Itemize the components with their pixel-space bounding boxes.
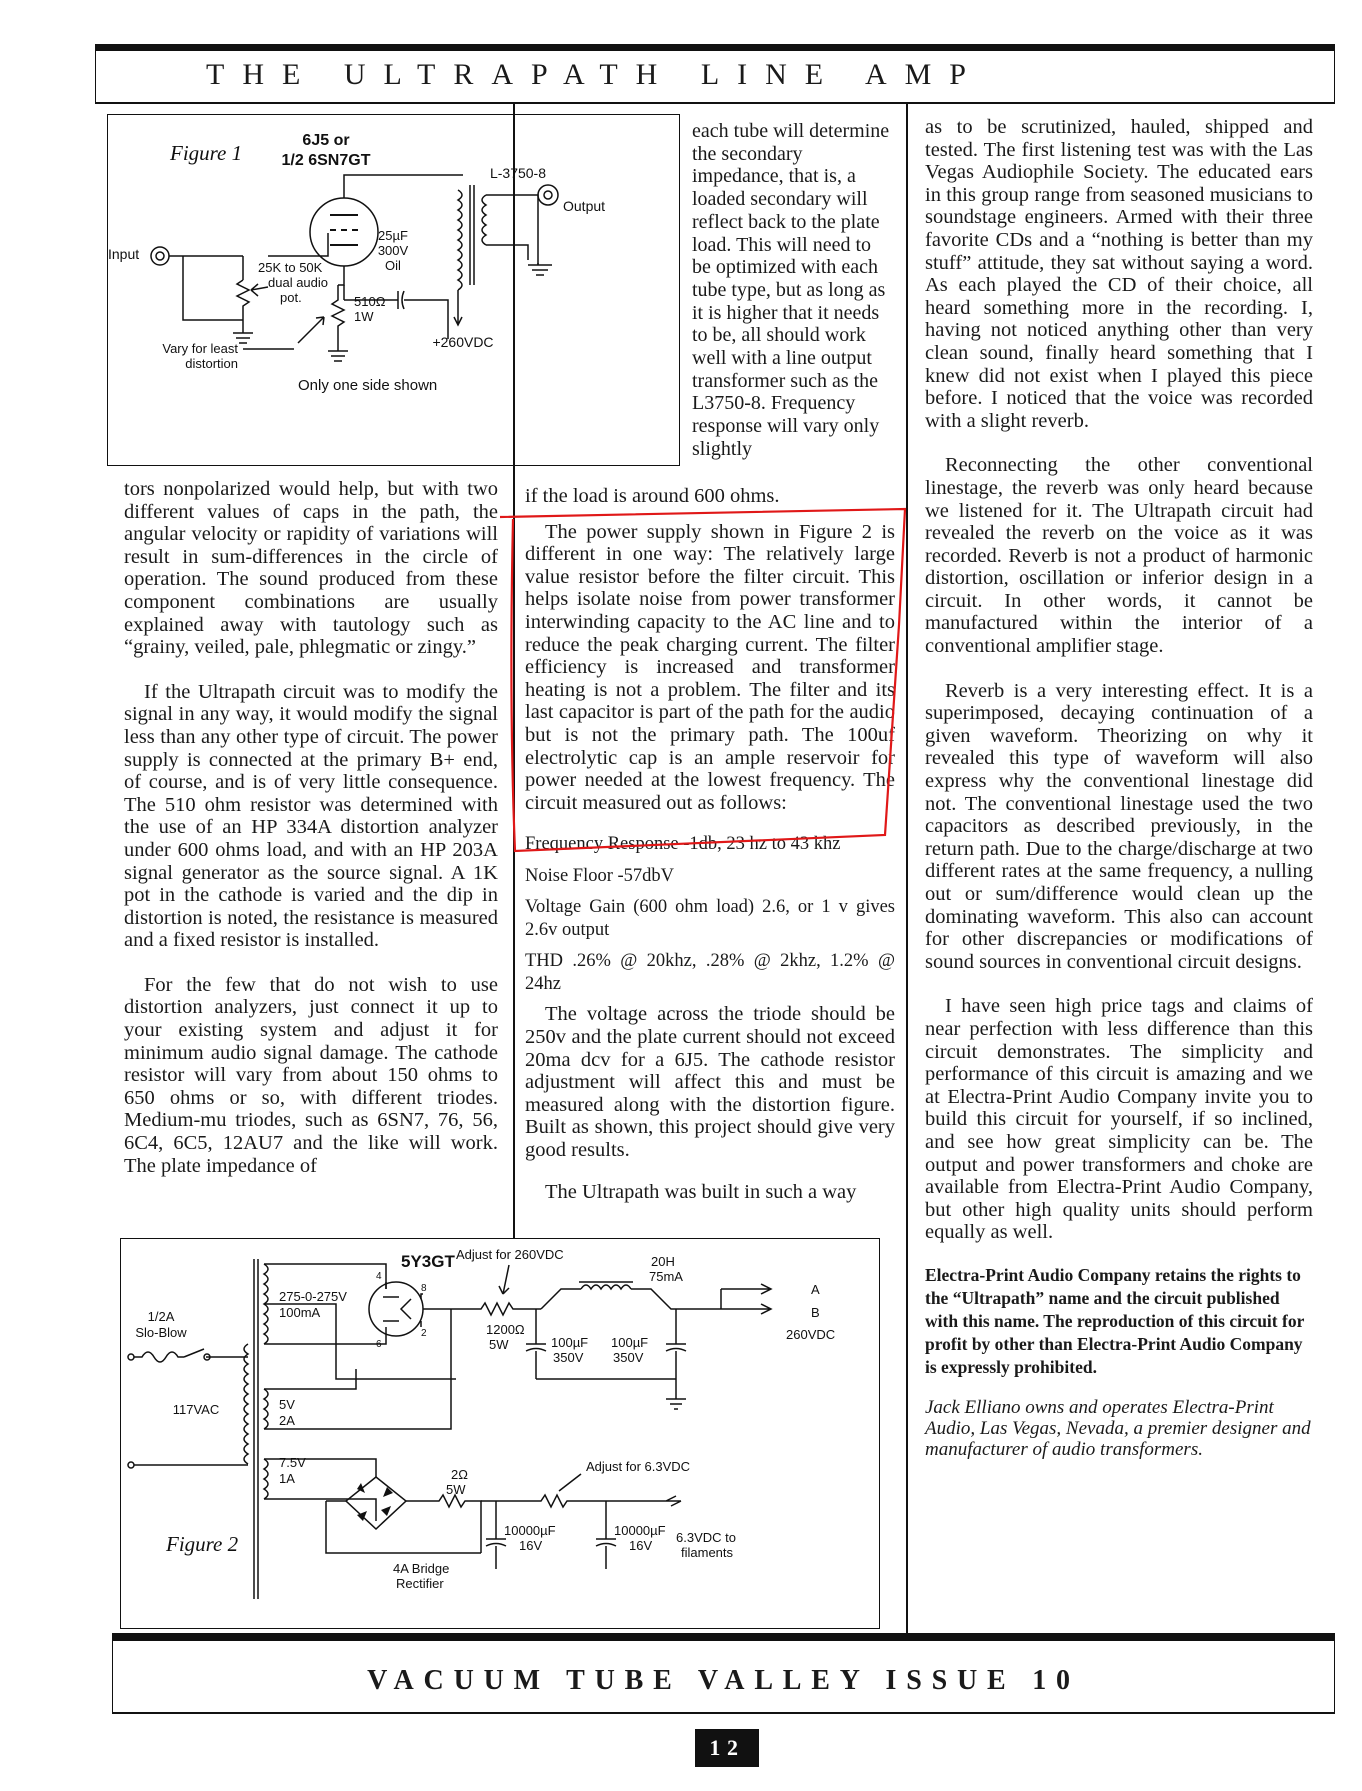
choke-label-1: 20H	[651, 1254, 675, 1269]
cap-b-label-2: 350V	[613, 1350, 644, 1365]
figure-1-label: Figure 1	[170, 141, 243, 165]
filament-label-1: 6.3VDC to	[676, 1530, 736, 1545]
bigcap-2-label-1: 10000µF	[614, 1523, 666, 1538]
bigcap-1-icon	[486, 1501, 506, 1569]
cap-b-label-1: 100µF	[611, 1335, 649, 1350]
measure-frequency-response: Frequency Response -1db, 23 hz to 43 khz	[525, 834, 841, 855]
power-transformer-primary-icon	[244, 1344, 248, 1464]
col1-paragraph-2: If the Ultrapath circuit was to modify the signal in any way, it would modify the signal less than any other type of circuit. The power supply is connected at the primary B+ end, of course, and is of very little consequence. The 510 ohm resistor was determined with the use of an HP 334A distortion analyzer under 600 ohms load, and with an HP 203A signal generator as the source signal. A 1K pot in the cathode is varied and the dip in distortion is noted, the resistance is measured and a fixed resistor is installed.	[124, 680, 498, 952]
figure-1-note: Only one side shown	[298, 377, 438, 394]
header-rule	[95, 44, 1335, 51]
red-markup-annotation	[497, 505, 907, 855]
bigcap-1-label-2: 16V	[519, 1538, 543, 1553]
resistor-2ohm-icon	[406, 1495, 481, 1553]
bigcap-2-label-2: 16V	[629, 1538, 653, 1553]
vary-label-2: distortion	[185, 356, 238, 371]
pot-label-2: dual audio	[268, 275, 328, 290]
transformer-label: L-3750-8	[489, 165, 547, 181]
col3-paragraph-3: Reverb is a very interesting effect. It is a superimposed, decaying continuation of a given waveform. Theorizing on why it revealed this type of waveform will also express why the conventional linestage did not. The conventional linestage used the two capacitors as described previously, in the return path. Due to the charge/discharge at two different rates at the same frequency, a nulling out or sum/difference would clean up the dominating waveform. This also can account for other discrepancies or modifications of sound sources in conventional circuit designs.	[925, 679, 1313, 973]
coupling-cap-icon	[398, 291, 404, 309]
rectifier-tube-label: 5Y3GT	[401, 1252, 455, 1271]
res-label-1: 510Ω	[354, 294, 386, 309]
col2-narrow-text: each tube will determine the secondary impedance, that is, a loaded secondary will reflect back to the plate load. This will need to be optimized with each tube type, but as long as it is higher that it needs to be, all should work well with a line output transformer such as the L3750-8. Frequency response will vary only slightly	[692, 120, 890, 460]
cap-b-icon	[666, 1309, 686, 1399]
measure-voltage-gain: Voltage Gain (600 ohm load) 2.6, or 1 v gives 2.6v output	[525, 897, 895, 940]
fuse-label-1: 1/2A	[147, 1309, 175, 1324]
r2-label-1: 2Ω	[451, 1467, 468, 1482]
output-label: Output	[563, 198, 606, 214]
heat-label-2: 1A	[279, 1471, 295, 1486]
input-jack-icon	[151, 247, 169, 265]
res-1200-label-2: 5W	[489, 1337, 509, 1352]
pot-label-1: 25K to 50K	[258, 260, 323, 275]
author-bio: Jack Elliano owns and operates Electra-Print Audio, Las Vegas, Nevada, a premier designer and manufacturer of audio transformers.	[925, 1396, 1311, 1460]
mains-label: 117VAC	[172, 1402, 220, 1417]
choke-icon	[581, 1285, 631, 1289]
vary-label-1: Vary for least	[162, 341, 238, 356]
column-3	[925, 116, 1313, 1460]
fil-5v-label: 5V	[279, 1397, 295, 1412]
page-title: THE ULTRAPATH LINE AMP	[206, 58, 984, 91]
cap-label-2: 300V	[377, 243, 409, 258]
transformer-secondary-icon	[482, 195, 486, 245]
r2-label-2: 5W	[446, 1482, 466, 1497]
col2-triode-paragraph: The voltage across the triode should be 250v and the plate current should not exceed 20ma dcv for a 6J5. The cathode resistor adjustment will affect this and must be measured along with the distortion figure. Built as shown, this project should give very good results.	[525, 1003, 895, 1161]
output-voltage: 260VDC	[786, 1327, 836, 1342]
pot-label-3: pot.	[280, 290, 302, 305]
figure-1-schematic	[108, 115, 678, 464]
col2-power-supply-paragraph: The power supply shown in Figure 2 is different in one way: The relatively large value resistor before the filter circuit. This helps isolate noise from power transformer interwinding capacity to the AC line and to reduce the peak charging current. The filter efficiency is increased and transformer heating is not a problem. The filter and its last capacitor is part of the path for the audio but is not the primary path. The 100uf electrolytic cap is an ample reservoir for power needed at the lowest frequency. The circuit measured out as follows:	[525, 520, 895, 814]
fil-5v-current: 2A	[279, 1413, 295, 1428]
filament-label-2: filaments	[681, 1545, 734, 1560]
cap-a-label-1: 100µF	[551, 1335, 589, 1350]
output-a: A	[811, 1282, 820, 1297]
supply-label: +260VDC	[432, 334, 494, 350]
fuse-switch-icon	[134, 1349, 248, 1362]
pin-6: 6	[376, 1339, 382, 1350]
measure-noise-floor: Noise Floor -57dbV	[525, 865, 675, 886]
resistor-adjust-icon	[481, 1495, 681, 1507]
input-label: Input	[108, 246, 140, 262]
col3-paragraph-4: I have seen high price tags and claims of near perfection with less difference than this circuit demonstrates. The simplicity and performance of this circuit is amazing and we at Electra-Print Audio Company invite you to build this circuit for yourself, if so inclined, and see how great simplicity can be. The output and power transformers and choke are available from Electra-Print Audio Company, but other high quality units should perform equally as well.	[925, 995, 1313, 1244]
footer-rule	[112, 1633, 1335, 1641]
tube-label-2: 1/2 6SN7GT	[281, 152, 371, 169]
col3-paragraph-2: Reconnecting the other conventional linestage, the reverb was only heard because we listened for it. The Ultrapath circuit had revealed the reverb on the voice as it was recorded. Reverb is not a product of harmonic distortion, oscillation or inferior design in a circuit. In other words, it cannot be manufactured within the interior of a conventional amplifier stage.	[925, 454, 1313, 658]
rights-notice: Electra-Print Audio Company retains the rights to the “Ultrapath” name and the circuit published with this name. The reproduction of this circuit for profit by other than Electra-Print Audio Company is expressly prohibited.	[925, 1264, 1305, 1377]
column-rule-2	[906, 104, 908, 1633]
bigcap-2-icon	[596, 1501, 616, 1569]
rectifier-tube-icon	[369, 1282, 423, 1336]
hv-label-2: 100mA	[279, 1305, 321, 1320]
footer-title: VACUUM TUBE VALLEY ISSUE 10	[367, 1665, 1080, 1696]
pin-8: 8	[421, 1283, 427, 1294]
pot-icon	[169, 256, 249, 325]
figure-2-box	[120, 1238, 880, 1629]
bigcap-1-label-1: 10000µF	[504, 1523, 556, 1538]
figure-2-schematic	[121, 1239, 878, 1627]
col3-paragraph-1: as to be scrutinized, hauled, shipped and tested. The first listening test was with the Las Vegas Audiophile Society. The educated ears in this group range from seasoned musicians to soundstage engineers. Armed with their three favorite CDs and a “nothing is better than my stuff” attitude, they sat without saying a word. As each played the CD of their choice, all heard something more in the recording. I, having not noticed anything other than very clean sound, finally heard something that I knew did not exist when I played this piece before. I noticed that the voice was recorded with a slight reverb.	[925, 116, 1313, 432]
output-jack-icon	[538, 185, 558, 205]
adjust-63-label: Adjust for 6.3VDC	[586, 1459, 691, 1474]
cap-a-label-2: 350V	[553, 1350, 584, 1365]
5v-winding-icon	[264, 1389, 268, 1429]
transformer-primary-icon	[458, 190, 462, 290]
heat-label-1: 7.5V	[279, 1455, 306, 1470]
cap-a-icon	[526, 1309, 546, 1379]
col1-paragraph-1: tors nonpolarized would help, but with two different values of caps in the path, the angular velocity or rapidity of variations will result in sum-differences in the circle of operation. The sound produced from these component combinations are usually explained away with tautology such as “grainy, veiled, pale, phlegmatic or zingy.”	[124, 478, 498, 659]
col1-paragraph-3: For the few that do not wish to use distortion analyzers, just connect it up to your existing system and adjust it for minimum audio signal damage. The cathode resistor will vary from about 150 ohms to 650 ohms or so, with different triodes. Medium-mu triodes, such as 6SN7, 76, 56, 6C4, 6C5, 12AU7 and the like will work. The plate impedance of	[124, 973, 498, 1177]
page-number: 12	[695, 1729, 759, 1767]
cap-label-3: Oil	[385, 258, 401, 273]
resistor-1200-icon	[449, 1303, 541, 1315]
bridge-label-1: 4A Bridge	[393, 1561, 450, 1576]
column-1	[124, 478, 498, 1177]
figure-1-box	[107, 114, 680, 466]
hv-label-1: 275-0-275V	[279, 1289, 347, 1304]
res-label-2: 1W	[354, 309, 374, 324]
output-b: B	[811, 1305, 820, 1320]
bridge-label-2: Rectifier	[396, 1576, 444, 1591]
fuse-label-2: Slo-Blow	[135, 1325, 187, 1340]
figure-2-label: Figure 2	[166, 1532, 239, 1556]
col2-continuation: if the load is around 600 ohms.	[525, 485, 780, 507]
cap-label-1: 25µF	[378, 228, 408, 243]
7v5-winding-icon	[264, 1459, 268, 1499]
col2-built-paragraph: The Ultrapath was built in such a way	[545, 1181, 857, 1204]
choke-label-2: 75mA	[649, 1269, 683, 1284]
pin-4: 4	[376, 1271, 382, 1282]
pin-2: 2	[421, 1328, 427, 1339]
cathode-resistor-icon	[332, 285, 344, 345]
adjust-260-label: Adjust for 260VDC	[456, 1247, 564, 1262]
res-1200-label-1: 1200Ω	[486, 1322, 525, 1337]
tube-label: 6J5 or	[302, 132, 350, 149]
measure-thd: THD .26% @ 20khz, .28% @ 2khz, 1.2% @ 24hz	[525, 951, 895, 994]
